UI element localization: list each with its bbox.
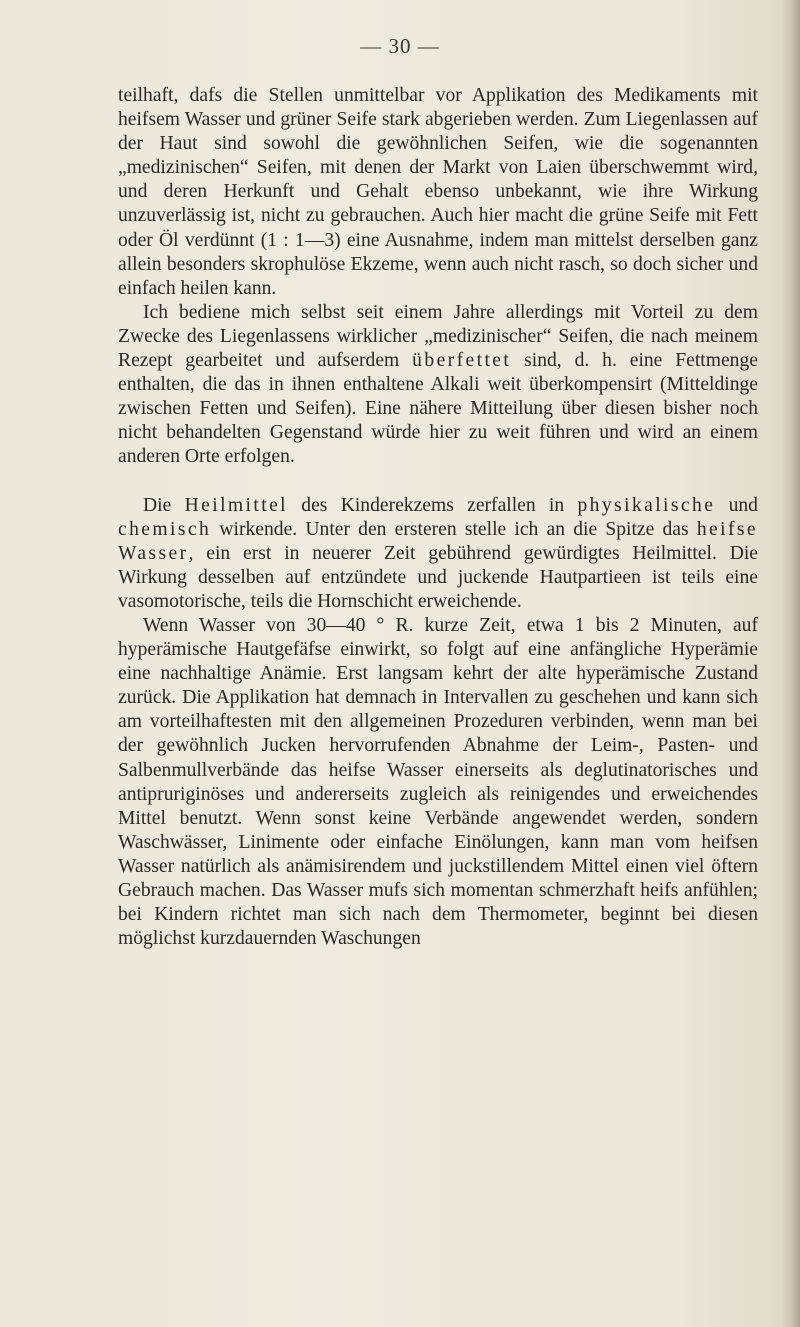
- paragraph-spacer: [118, 470, 758, 494]
- paragraph-3-pre: Die: [143, 494, 185, 516]
- paragraph-3-mid-3: wirkende. Unter den ersteren stelle ich an die Spitze das: [211, 518, 697, 540]
- paragraph-1: teilhaft, dafs die Stellen unmittelbar vor Applikation des Medikaments mit heifsem Wasser und grüner Seife stark abgerieben werden. Zum Liegenlassen auf der Haut sind sowohl die gewöhnlichen Seifen, wie die sogenannten „medizinischen“ Seifen, mit denen der Markt von Laien überschwemmt wird, und deren Herkunft und Gehalt ebenso unbekannt, wie ihre Wirkung unzuverlässig ist, nicht zu gebrauchen. Auch hier macht die grüne Seife mit Fett oder Öl verdünnt (1 : 1—3) eine Ausnahme, indem man mittelst derselben ganz allein besonders skrophulöse Ekzeme, wenn auch nicht rasch, so doch sicher und einfach heilen kann.: [118, 85, 758, 299]
- body-text: [118, 84, 758, 951]
- paragraph-3-mid-1: des Kinderekzems zerfallen in: [288, 494, 578, 516]
- paragraph-3-post: , ein erst in neuerer Zeit gebührend gewürdigtes Heilmittel. Die Wirkung desselben auf entzündete und juckende Hautpartieen ist teils eine vasomotorische, teils die Hornschicht erweichende.: [118, 542, 758, 612]
- paragraph-2: [118, 301, 758, 470]
- paragraph-4: Wenn Wasser von 30—40 ° R. kurze Zeit, etwa 1 bis 2 Minuten, auf hyperämische Hautgefäfse einwirkt, so folgt auf eine anfängliche Hyperämie eine nachhaltige Anämie. Erst langsam kehrt der alte hyperämische Zustand zurück. Die Applikation hat demnach in Intervallen zu geschehen und kann sich am vorteilhaftesten mit den allgemeinen Prozeduren verbinden, wenn man bei der gewöhnlich Jucken hervorrufenden Abnahme der Leim-, Pasten- und Salbenmullverbände das heifse Wasser einerseits als deglutinatorisches und antipruriginöses und andererseits zugleich als reinigendes und erweichendes Mittel benutzt. Wenn sonst keine Verbände angewendet werden, sondern Waschwässer, Linimente oder einfache Einölungen, kann man vom heifsen Wasser natürlich als anämisirendem und juckstillendem Mittel einen viel öftern Gebrauch machen. Das Wasser mufs sich momentan schmerzhaft heifs anfühlen; bei Kindern richtet man sich nach dem Thermometer, beginnt bei diesen möglichst kurzdauernden Waschungen: [118, 614, 758, 950]
- paragraph-2-text-before: Ich bediene mich selbst seit einem Jahre allerdings mit Vorteil zu dem Zwecke des Liegenlassens wirklicher „medizinischer“ Seifen, die nach meinem Rezept gearbeitet und aufserdem: [118, 301, 758, 372]
- spaced-term-heisse-wasser: heifse Wasser: [118, 518, 758, 564]
- paragraph-3: [118, 494, 758, 614]
- page-number-header: — 30 —: [360, 34, 440, 58]
- paragraph-3-mid-2: und: [715, 494, 758, 516]
- spaced-term-chemisch: chemisch: [118, 518, 212, 540]
- paragraph-2-text-after: sind, d. h. eine Fettmenge enthalten, die das in ihnen enthaltene Alkali weit überkompensirt (Mitteldinge zwischen Fetten und Seifen). Eine nähere Mitteilung über diesen bisher noch nicht behandelten Gegenstand würde hier zu weit führen und wird an einem anderen Orte erfolgen.: [118, 350, 758, 468]
- spaced-term-ueberfettet: überfettet: [412, 350, 512, 372]
- spaced-term-physikalische: physikalische: [577, 494, 716, 516]
- spaced-term-heilmittel: Heilmittel: [184, 494, 289, 516]
- page-edge-shadow: [782, 0, 800, 1327]
